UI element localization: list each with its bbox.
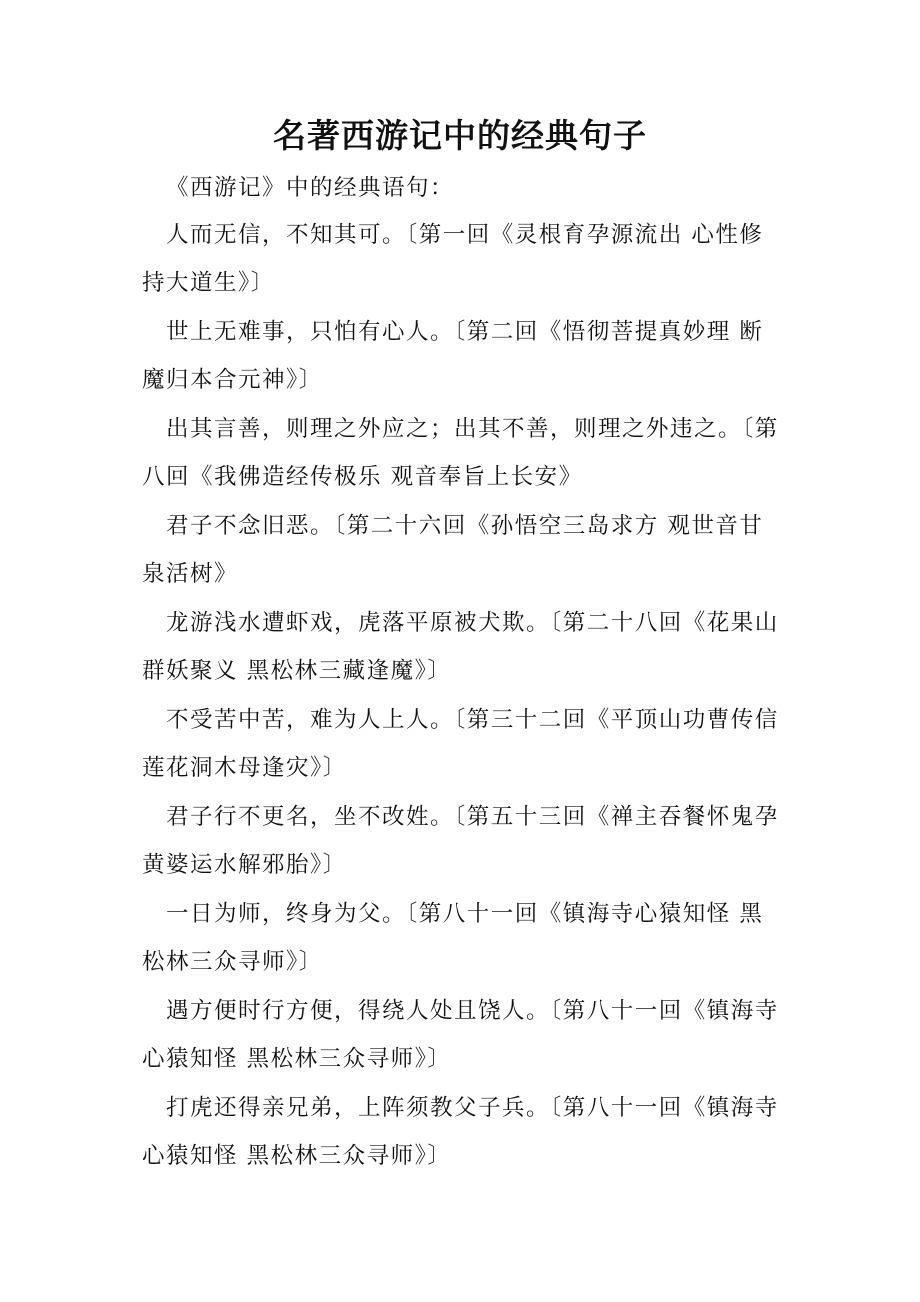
quote-paragraph: 君子不念旧恶。〔第二十六回《孙悟空三岛求方 观世音甘泉活树》 [142,513,764,587]
quote-paragraph: 世上无难事，只怕有心人。〔第二回《悟彻菩提真妙理 断魔归本合元神》〕 [142,319,764,393]
quote-paragraph: 一日为师，终身为父。〔第八十一回《镇海寺心猿知怪 黑松林三众寻师》〕 [142,901,764,975]
quote-paragraph: 打虎还得亲兄弟，上阵须教父子兵。〔第八十一回《镇海寺心猿知怪 黑松林三众寻师》〕 [142,1095,779,1169]
quote-paragraph: 人而无信，不知其可。〔第一回《灵根育孕源流出 心性修持大道生》〕 [142,222,764,296]
quote-paragraph: 出其言善，则理之外应之；出其不善，则理之外违之。〔第八回《我佛造经传极乐 观音奉旨上长安》 [142,416,779,490]
intro-paragraph: 《西游记》中的经典语句： [166,175,455,201]
quote-paragraph: 君子行不更名，坐不改姓。〔第五十三回《禅主吞餐怀鬼孕 黄婆运水解邪胎》〕 [142,804,779,878]
document-title: 名著西游记中的经典句子 [273,116,647,155]
quote-paragraph: 龙游浅水遭虾戏，虎落平原被犬欺。〔第二十八回《花果山群妖聚义 黑松林三藏逢魔》〕 [142,610,779,684]
quote-paragraph: 不受苦中苦，难为人上人。〔第三十二回《平顶山功曹传信 莲花洞木母逢灾》〕 [142,707,779,781]
quote-paragraph: 遇方便时行方便，得绕人处且饶人。〔第八十一回《镇海寺心猿知怪 黑松林三众寻师》〕 [142,998,779,1072]
document-body [142,166,782,1182]
